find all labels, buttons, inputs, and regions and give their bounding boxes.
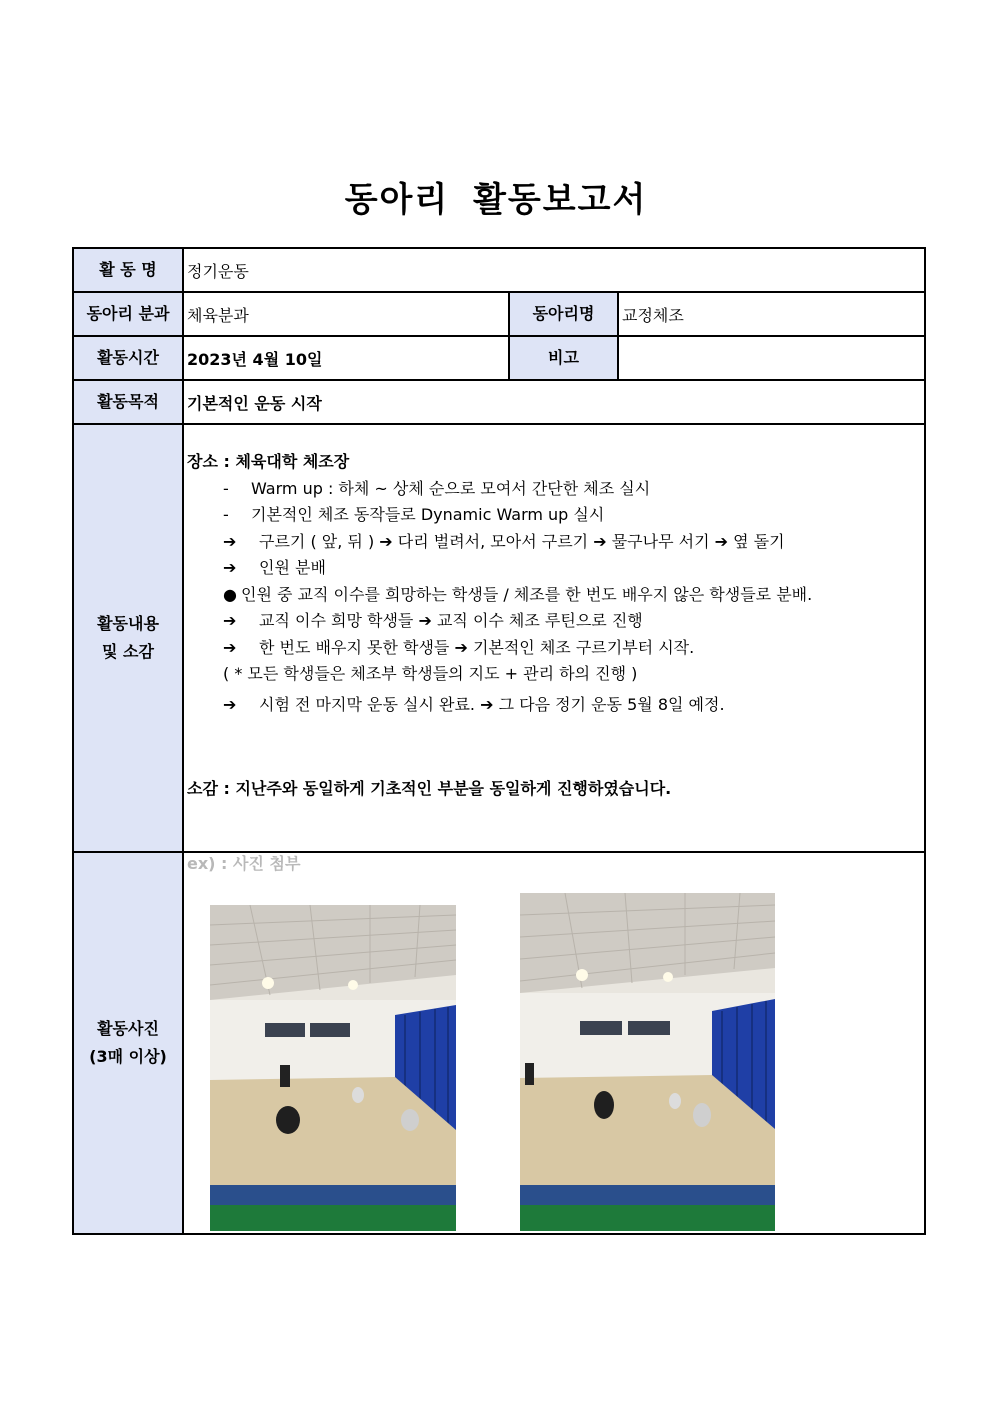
place-line: 장소 : 체육대학 체조장 bbox=[187, 452, 350, 471]
remarks-value bbox=[617, 335, 926, 381]
club-name-label: 동아리명 bbox=[508, 291, 619, 337]
arrow-line-2: ➔ 인원 분배 bbox=[187, 555, 924, 582]
warmup-line-2: - 기본적인 체조 동작들로 Dynamic Warm up 실시 bbox=[187, 502, 924, 529]
arrow-line-1: ➔ 구르기 ( 앞, 뒤 ) ➔ 다리 벌려서, 모아서 구르기 ➔ 물구나무 서기 ➔ 옆 돌기 bbox=[187, 529, 924, 556]
warmup-line-1: - Warm up : 하체 ~ 상체 순으로 모여서 간단한 체조 실시 bbox=[187, 476, 924, 503]
content-label-line2: 및 소감 bbox=[102, 642, 154, 661]
photos-label-line2: (3매 이상) bbox=[89, 1047, 167, 1066]
impression-line: 소감 : 지난주와 동일하게 기초적인 부분을 동일하게 진행하였습니다. bbox=[187, 779, 672, 798]
content-label bbox=[72, 423, 184, 853]
arrow-icon: ➔ bbox=[223, 611, 237, 630]
arrow-icon: ➔ bbox=[223, 694, 237, 714]
club-name-value: 교정체조 bbox=[617, 291, 926, 337]
photo-caption: ex) : 사진 첨부 bbox=[187, 854, 301, 873]
division-value: 체육분과 bbox=[182, 291, 510, 337]
photos-cell bbox=[182, 851, 926, 1235]
arrow-icon: ➔ bbox=[223, 558, 237, 577]
activity-name-value: 정기운동 bbox=[182, 247, 926, 293]
arrow-line-4: ➔ 한 번도 배우지 못한 학생들 ➔ 기본적인 체조 구르기부터 시작. bbox=[187, 635, 924, 662]
photos-label-line1: 활동사진 bbox=[97, 1019, 159, 1038]
gym-photo-2 bbox=[520, 893, 775, 1231]
purpose-value: 기본적인 운동 시작 bbox=[182, 379, 926, 425]
activity-name-label: 활 동 명 bbox=[72, 247, 184, 293]
page-title: 동아리 활동보고서 bbox=[344, 180, 648, 220]
activity-time-label: 활동시간 bbox=[72, 335, 184, 381]
gym-photo-1 bbox=[210, 905, 456, 1231]
bullet-line-1: ● 인원 중 교직 이수를 희망하는 학생들 / 체조를 한 번도 배우지 않은 학생들로 분배. bbox=[187, 582, 924, 609]
arrow-line-3: ➔ 교직 이수 희망 학생들 ➔ 교직 이수 체조 루틴으로 진행 bbox=[187, 608, 924, 635]
arrow-icon: ➔ bbox=[223, 531, 237, 551]
photos-label bbox=[72, 851, 184, 1235]
remarks-label: 비고 bbox=[508, 335, 619, 381]
activity-time-value: 2023년 4월 10일 bbox=[182, 335, 510, 381]
report-table bbox=[72, 247, 926, 1235]
division-label: 동아리 분과 bbox=[72, 291, 184, 337]
arrow-line-5: ➔ 시험 전 마지막 운동 실시 완료. ➔ 그 다음 정기 운동 5월 8일 예정. bbox=[187, 692, 924, 719]
note-line: ( * 모든 학생들은 체조부 학생들의 지도 + 관리 하의 진행 ) bbox=[223, 664, 638, 683]
purpose-label: 활동목적 bbox=[72, 379, 184, 425]
content-label-line1: 활동내용 bbox=[97, 614, 159, 633]
arrow-icon: ➔ bbox=[223, 637, 237, 657]
content-body bbox=[182, 423, 926, 853]
bullet-icon: ● bbox=[223, 584, 237, 604]
